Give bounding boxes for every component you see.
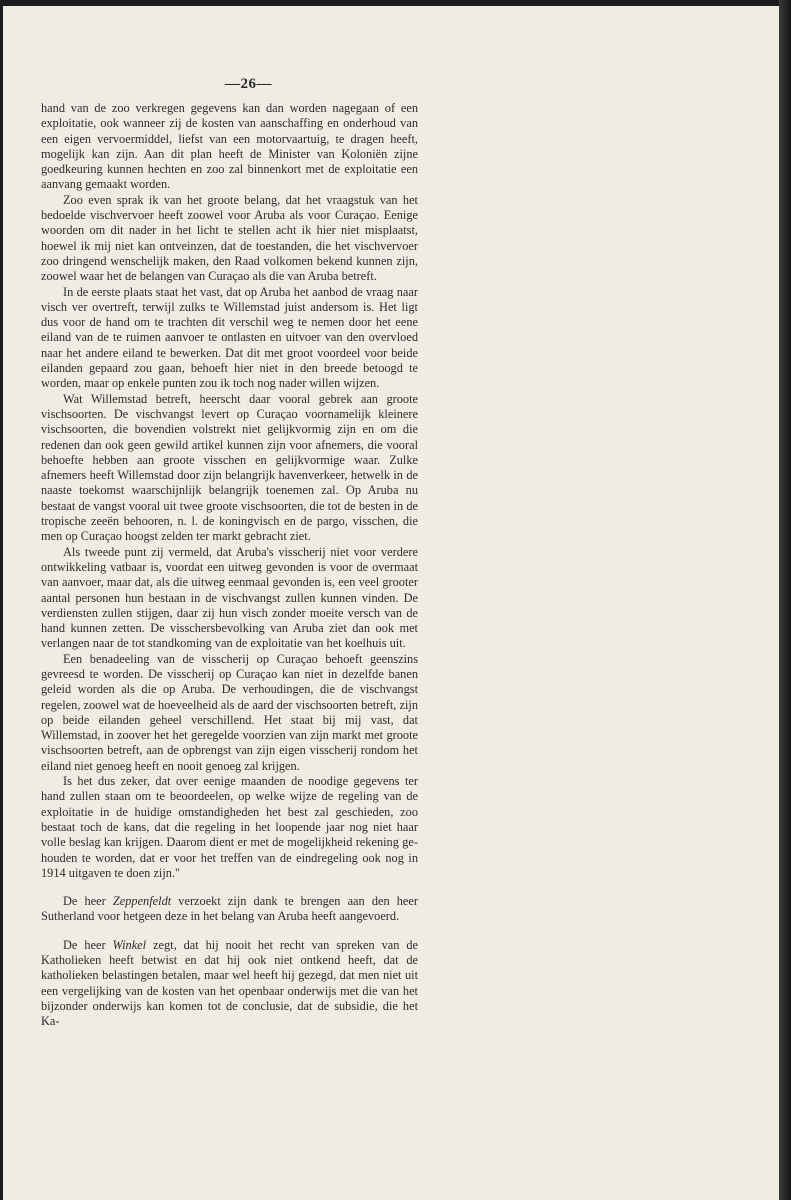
speaker-name-zeppenfeldt: Zeppenfeldt (112, 894, 172, 909)
paragraph-4: Wat Willemstad betreft, heerscht daar vooral gebrek aan groote vischsoorten. De vischvangst levert op Curaçao voornamelijk kleinere vischsoorten, die bovendien volstrekt niet gelijkvormig zijn en om die redenen dan ook geen gewild artikel kunnen zijn voor afnemers, die vooral behoefte hebben aan groote visschen en gelijkvormige waar. Zulke afnemers heeft Willemstad door zijn belangrijk havenverkeer, hetwelk in de naaste toekomst waarschijnlijk belangrijk toenemen zal. Op Aruba nu bestaat de vangst vooral uit twee groote vischsoorten, die tot de besten in de tropische zeeën behooren, n. l. de koningvisch en de pargo, visschen, die men op Curaçao hoogst zelden ter markt gebracht ziet. (41, 391, 418, 544)
paragraph-8-lead: De heer (63, 894, 113, 909)
page-edge-shadow (779, 0, 791, 1200)
document-page (3, 6, 779, 1200)
speaker-name-winkel: Winkel (112, 937, 147, 952)
paragraph-8-rest: verzoekt zijn dank te brengen aan den heer Sutherland voor hetgeen deze in het belang van Aruba heeft aangevoerd. (41, 894, 418, 924)
paragraph-2: Zoo even sprak ik van het groote belang, dat het vraagstuk van het bedoelde vischvervoer heeft zoowel voor Aruba als voor Curaçao. Eenige woorden om dit nader in het licht te stellen acht ik hier niet misplaatst, hoewel ik mij niet kan ontveinzen, dat de toestanden, die het vischvervoer zoo dringend wenschelijk maken, den Raad volkomen bekend kunnen zijn, zoowel waar het de belangen van Curaçao als die van Aruba betreft. (41, 192, 418, 284)
paragraph-6: Een benadeeling van de visscherij op Curaçao behoeft geenszins gevreesd te worden. De visscherij op Curaçao kan niet in dezelfde banen geleid worden als die op Aruba. De verhoudingen, die de vischvangst regelen, zoowel wat de hoeveelheid als de aard der vischsoorten betreft, zijn op beide eilanden geheel verschillend. Het staat bij mij vast, dat Willemstad, in zoover het het geregelde voorzien van zijn markt met groote vischsoorten betreft, aan de opbrengst van zijn eigen visscherij rondom het eiland niet genoeg heeft en nooit genoeg zal krijgen. (41, 651, 418, 773)
paragraph-1: hand van de zoo verkregen gegevens kan dan worden nagegaan of een exploitatie, ook wanneer zij de kosten van aanschaffing en onderhoud van een eigen vervoermiddel, liefst van een motorvaartuig, te dragen heeft, mogelijk kan zijn. Aan dit plan heeft de Minister van Koloniën zijne goedkeuring kunnen hechten en zoo zal binnenkort met de exploitatie een aanvang gemaakt worden. (41, 101, 418, 192)
paragraph-8 (41, 894, 418, 925)
page-number: —26— (225, 76, 272, 92)
body-text (41, 101, 418, 1030)
paragraph-7: Is het dus zeker, dat over eenige maanden de noodige gegevens ter hand zullen staan om te beoordeelen, op welke wijze de regeling van de exploitatie in de huidige omstandigheden het best zal geschieden, zoo bestaat toch de kans, dat die regeling in het loopende jaar nog niet haar volle beslag kan krijgen. Daarom dient er met de mogelijkheid rekening gehouden te worden, dat er voor het treffen van de eindregeling ook nog in 1914 uitgaven te doen zijn." (41, 774, 418, 880)
paragraph-5: Als tweede punt zij vermeld, dat Aruba's visscherij niet voor verdere ontwikkeling vatbaar is, voordat een uitweg gevonden is voor de overmaat van aanvoer, maar dat, als die uitweg eenmaal gevonden is, een veel grooter aantal personen hun bestaan in de vischvangst zullen kunnen vinden. De verdiensten zullen stijgen, daar zij hun visch zonder moeite versch van de hand kunnen zetten. De visschersbevolking van Aruba ziet dan ook met verlangen naar de tot standkoming van de exploitatie van het koelhuis uit. (41, 544, 418, 651)
paragraph-9-lead: De heer (63, 937, 113, 952)
paragraph-3: In de eerste plaats staat het vast, dat op Aruba het aanbod de vraag naar visch ver overtreft, terwijl zulks te Willemstad juist andersom is. Het ligt dus voor de hand om te trachten dit verschil weg te nemen door het eene eiland van de te ruimen aanvoer te ontlasten en uitvoer van den overvloed naar het andere eiland te bewerken. Dat dit met groot voordeel voor beide eilanden gepaard zou gaan, behoeft hier niet in den breede betoogd te worden, maar op enkele punten zou ik toch nog nader willen wijzen. (41, 284, 418, 391)
paragraph-9 (41, 938, 418, 1030)
paragraph-9-rest: zegt, dat hij nooit het recht van spreken van de Katholieken heeft betwist en dat hij ook niet ontkend heeft, dat de katholieken belastingen betalen, maar wel heeft hij gezegd, dat men niet uit een vergelijking van de kosten van het openbaar onderwijs met die van het bijzonder onderwijs kan komen tot de conclusie, dat de subsidie, die het Ka- (41, 937, 418, 1029)
